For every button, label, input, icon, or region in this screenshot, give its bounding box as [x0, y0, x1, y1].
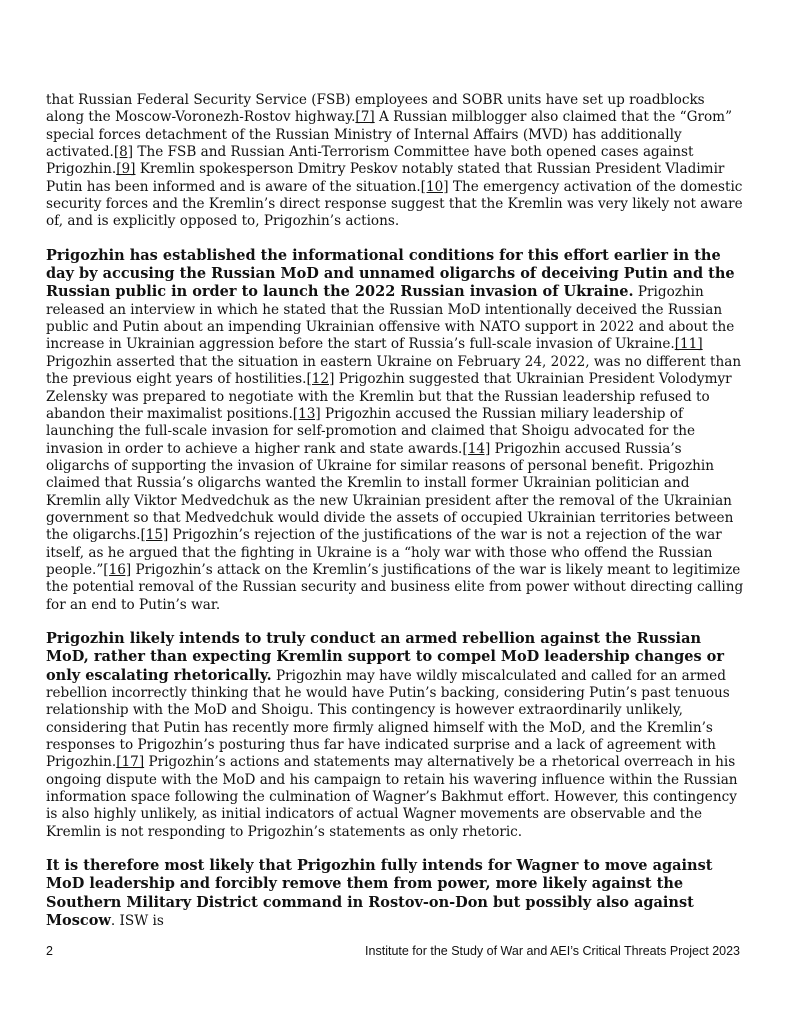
footnote-link[interactable]: [15] — [140, 527, 169, 544]
document-body — [46, 92, 744, 946]
paragraph — [46, 92, 744, 231]
paragraph-text: The FSB and Russian Anti-Terrorism Committee have both opened cases against Prigozhin. — [46, 144, 694, 178]
footnote-link[interactable]: [10] — [420, 178, 449, 195]
paragraph-lead: Prigozhin likely intends to truly conduct an armed rebellion against the Russian MoD, rather than expecting Kremlin support to compel MoD leadership changes or only escalating rhetorically. — [46, 629, 724, 684]
paragraph-text: The emergency activation of the domestic security forces and the Kremlin’s direct response suggest that the Kremlin was very likely not aware of, and is explicitly opposed to, Prigozhin’s actions. — [46, 178, 743, 230]
paragraph-text: Prigozhin suggested that Ukrainian President Volodymyr Zelensky was prepared to negotiate with the Kremlin but that the Russian leadership refused to abandon their maximalist positions. — [46, 371, 732, 422]
footnote-link[interactable]: [12] — [306, 371, 335, 388]
footnote-link[interactable]: [7] — [355, 109, 375, 126]
paragraph-text: Prigozhin may have wildly miscalculated and called for an armed rebellion incorrectly thinking that he would have Putin’s backing, considering Putin’s past tenuous relationship with the MoD and Shoigu. This contingency is however extraordinarily unlikely, considering that Putin has recently more firmly aligned himself with the MoD, and the Kremlin’s responses to Prigozhin’s posturing thus far have indicated surprise and a lack of agreement with Prigozhin. — [46, 667, 730, 771]
paragraph — [46, 247, 744, 614]
paragraph-text: Prigozhin’s actions and statements may alternatively be a rhetorical overreach in his ongoing dispute with the MoD and his campaign to retain his wavering influence within the Russian information space following the culmination of Wagner’s Bakhmut effort. However, this contingency is also highly unlikely, as initial indicators of actual Wagner movements are observable and the Kremlin is not responding to Prigozhin’s statements as only rhetoric. — [46, 754, 738, 840]
footnote-link[interactable]: [17] — [116, 754, 145, 771]
footnote-link[interactable]: [16] — [103, 561, 132, 578]
paragraph-text: that Russian Federal Security Service (FSB) employees and SOBR units have set up roadblocks along the Moscow-Voronezh-Rostov highway. — [46, 92, 705, 126]
paragraph-text: Prigozhin accused the Russian miliary leadership of launching the full-scale invasion for self-promotion and claimed that Shoigu advocated for the invasion in order to achieve a higher rank and state awards. — [46, 405, 696, 457]
footnote-link[interactable]: [14] — [462, 440, 491, 457]
footnote-link[interactable]: [13] — [292, 405, 321, 422]
paragraph — [46, 630, 744, 841]
paragraph-text: Prigozhin asserted that the situation in eastern Ukraine on February 24, 2022, was no different than the previous eight years of hostilities. — [46, 353, 742, 388]
paragraph-text: Kremlin spokesperson Dmitry Peskov notably stated that Russian President Vladimir Putin has been informed and is aware of the situation. — [46, 161, 725, 195]
paragraph-text: Prigozhin’s rejection of the justifications of the war is not a rejection of the war itself, as he argued that the fighting in Ukraine is a “holy war with those who offend the Russian people.” — [46, 527, 722, 578]
paragraph-text: Prigozhin released an interview in which he stated that the Russian MoD intentionally deceived the Russian public and Putin about an impending Ukrainian offensive with NATO support in 2022 and about the increase in Ukrainian aggression before the start of Russia’s full-scale invasion of Ukraine. — [46, 284, 735, 353]
footnote-link[interactable]: [8] — [113, 144, 134, 161]
paragraph-text: . ISW is — [110, 913, 164, 930]
page-number: 2 — [46, 944, 53, 958]
paragraph — [46, 857, 744, 930]
paragraph-lead: Prigozhin has established the informational conditions for this effort earlier in the day by accusing the Russian MoD and unnamed oligarchs of deceiving Putin and the Russian public in order to launch the 2022 Russian invasion of Ukraine. — [46, 246, 735, 301]
footer-credit: Institute for the Study of War and AEI’s Critical Threats Project 2023 — [365, 944, 740, 958]
paragraph-lead: It is therefore most likely that Prigozhin fully intends for Wagner to move against MoD leadership and forcibly remove them from power, more likely against the Southern Military District command in Rostov-on-Don but possibly also against Moscow — [46, 857, 713, 930]
footnote-link[interactable]: [11] — [674, 336, 703, 353]
paragraph-text: A Russian milblogger also claimed that the “Grom” special forces detachment of the Russian Ministry of Internal Affairs (MVD) has additionally activated. — [46, 109, 733, 161]
paragraph-text: Prigozhin’s attack on the Kremlin’s justifications of the war is likely meant to legitimize the potential removal of the Russian security and business elite from power without directing calling for an end to Putin’s war. — [46, 561, 744, 613]
footnote-link[interactable]: [9] — [116, 161, 136, 178]
paragraph-text: Prigozhin accused Russia’s oligarchs of supporting the invasion of Ukraine for similar reasons of personal benefit. Prigozhin claimed that Russia’s oligarchs wanted the Kremlin to install former Ukrainian politician and Kremlin ally Viktor Medvedchuk as the new Ukrainian president after the removal of the Ukrainian government so that Medvedchuk would divide the assets of occupied Ukrainian territories between the oligarchs. — [46, 440, 734, 544]
